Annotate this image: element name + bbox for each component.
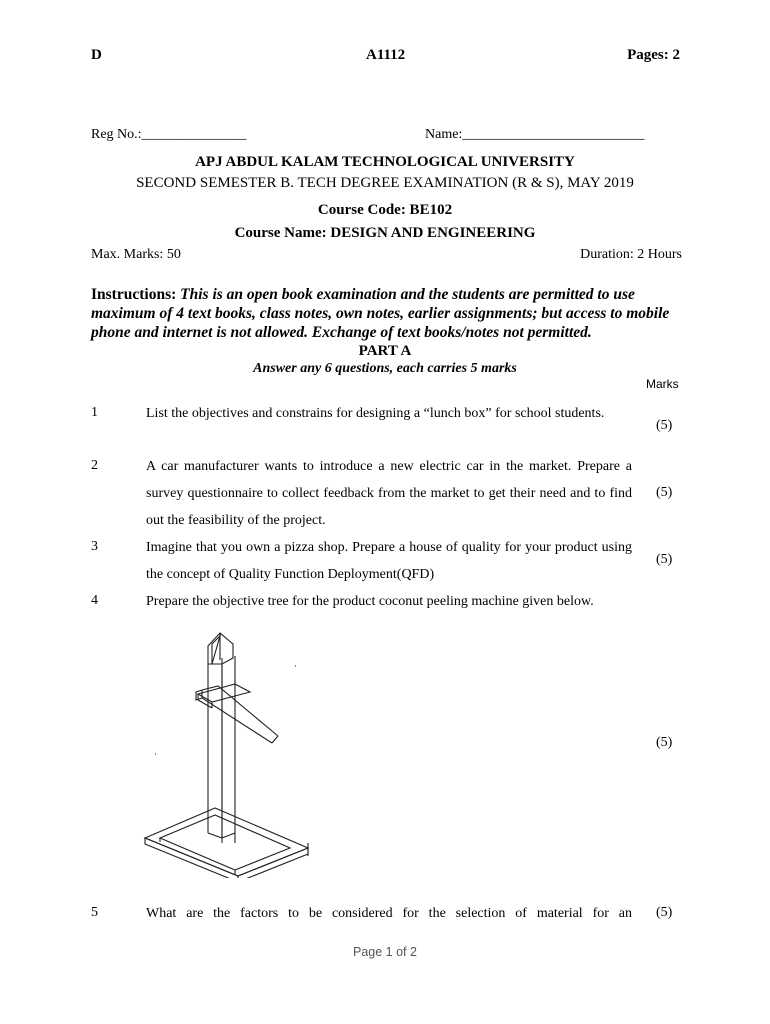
question-marks: (5) (656, 905, 673, 920)
question-text: Imagine that you own a pizza shop. Prepare a house of quality for your product using the concept of Quality Function Deployment(QFD) (146, 540, 632, 582)
question-number: 1 (91, 405, 98, 420)
question-number: 5 (91, 905, 98, 920)
question-marks: (5) (656, 552, 673, 567)
exam-title: SECOND SEMESTER B. TECH DEGREE EXAMINATION (R & S), MAY 2019 (136, 175, 634, 191)
reg-no-field: Reg No.:_______________ (91, 127, 247, 142)
part-a-subtitle: Answer any 6 questions, each carries 5 marks (253, 361, 517, 376)
question-number: 4 (91, 593, 98, 608)
question-marks: (5) (656, 485, 673, 500)
part-a-title: PART A (358, 343, 412, 359)
question-text: List the objectives and constrains for designing a “lunch box” for school students. (146, 406, 605, 421)
duration: Duration: 2 Hours (580, 247, 682, 262)
page-count: Pages: 2 (627, 47, 680, 63)
coconut-peeling-machine-figure (140, 628, 320, 878)
question-marks: (5) (656, 418, 673, 433)
course-name: Course Name: DESIGN AND ENGINEERING (234, 225, 536, 241)
max-marks: Max. Marks: 50 (91, 247, 181, 262)
name-field: Name:__________________________ (425, 127, 645, 142)
course-code: Course Code: BE102 (317, 202, 453, 218)
instructions-text: This is an open book examination and the students are permitted to use maximum of 4 text books, class notes, own notes, earlier assignments; but access to mobile phone and internet is not allowed. Exchange of text books/notes not permitted. (91, 286, 670, 341)
page-footer: Page 1 of 2 (353, 945, 417, 959)
question-text: Prepare the objective tree for the product coconut peeling machine given below. (146, 594, 594, 609)
instructions-label: Instructions: (91, 286, 177, 303)
paper-code: A1112 (366, 47, 406, 63)
marks-header: Marks (646, 377, 679, 391)
instructions (91, 285, 681, 342)
question-text: A car manufacturer wants to introduce a new electric car in the market. Prepare a survey questionnaire to collect feedback from the market to get their need and to find out the feasibility of the project. (146, 459, 632, 528)
university-title: APJ ABDUL KALAM TECHNOLOGICAL UNIVERSITY (195, 154, 575, 170)
question-text: What are the factors to be considered for the selection of material for an (146, 906, 632, 921)
question-number: 2 (91, 458, 98, 473)
question-number: 3 (91, 539, 98, 554)
question-marks: (5) (656, 735, 673, 750)
series-code: D (91, 47, 102, 63)
